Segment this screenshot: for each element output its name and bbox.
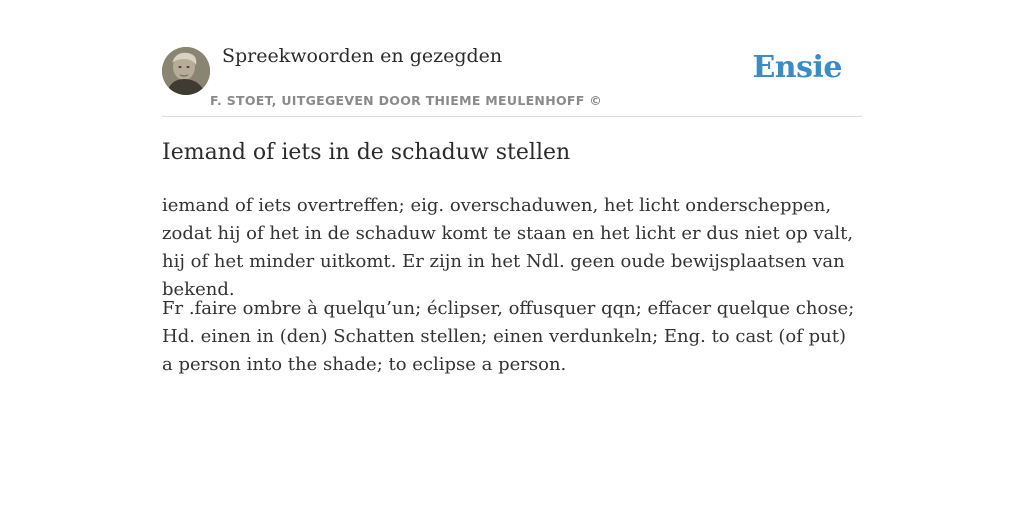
source-title[interactable]: Spreekwoorden en gezegden [222,45,503,67]
source-credit: F. STOET, UITGEGEVEN DOOR THIEME MEULENHOFF © [210,93,603,108]
entry-title: Iemand of iets in de schaduw stellen [162,140,571,165]
entry-card [162,0,862,375]
author-portrait-icon [162,47,210,95]
entry-translations-paragraph: Fr .faire ombre à quelqu’un; éclipser, offusquer qqn; effacer quelque chose; Hd. einen in (den) Schatten stellen; einen verdunkeln; Eng. to cast (of put) a person into the shade; to eclipse a person. [162,298,855,375]
entry-definition-paragraph: iemand of iets overtreffen; eig. overschaduwen, het licht onderscheppen, zodat hij of het in de schaduw komt te staan en het licht er dus niet op valt, hij of het minder uitkomt. Er zijn in het Ndl. geen oude bewijsplaatsen van bekend. [162,195,854,300]
source-header [162,0,862,117]
ensie-logo-link[interactable]: Ensie [752,50,842,85]
